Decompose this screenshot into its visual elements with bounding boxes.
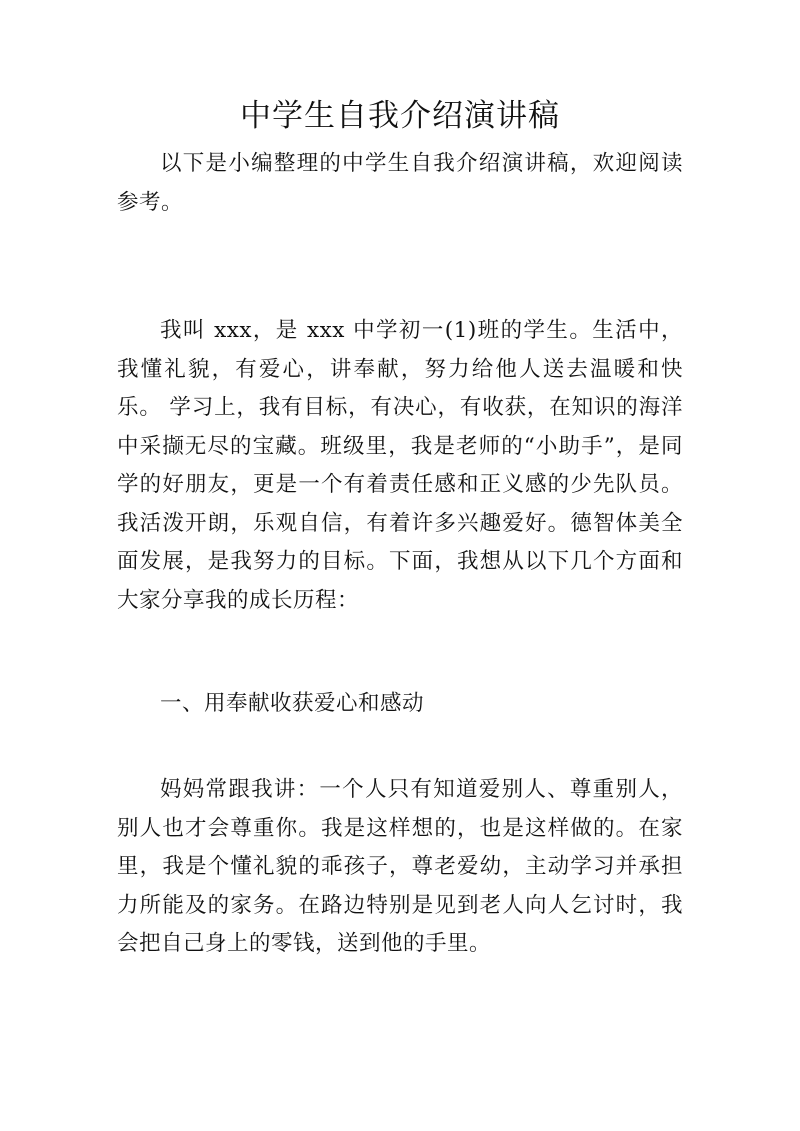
document-title: 中学生自我介绍演讲稿 xyxy=(240,98,560,134)
section-paragraph: 妈妈常跟我讲：一个人只有知道爱别人、尊重别人，别人也才会尊重你。我是这样想的，也是这样做的。在家里，我是个懂礼貌的乖孩子，尊老爱幼，主动学习并承担力所能及的家务。在路边特别是见到老人向人乞讨时，我会把自己身上的零钱，送到他的手里。 xyxy=(117,777,683,956)
intro-paragraph: 以下是小编整理的中学生自我介绍演讲稿，欢迎阅读参考。 xyxy=(117,151,683,215)
section-heading: 一、用奉献收获爱心和感动 xyxy=(160,691,425,716)
self-introduction-paragraph: 我叫 xxx，是 xxx 中学初一(1)班的学生。生活中，我懂礼貌，有爱心，讲奉献，努力给他人送去温暖和快乐。 学习上，我有目标，有决心，有收获，在知识的海洋中采撷无尽的宝藏。班级里，我是老师的“小助手”，是同学的好朋友，更是一个有着责任感和正义感的少先队员。我活泼开朗，乐观自信，有着许多兴趣爱好。德智体美全面发展，是我努力的目标。下面，我想从以下几个方面和大家分享我的成长历程： xyxy=(117,318,683,613)
